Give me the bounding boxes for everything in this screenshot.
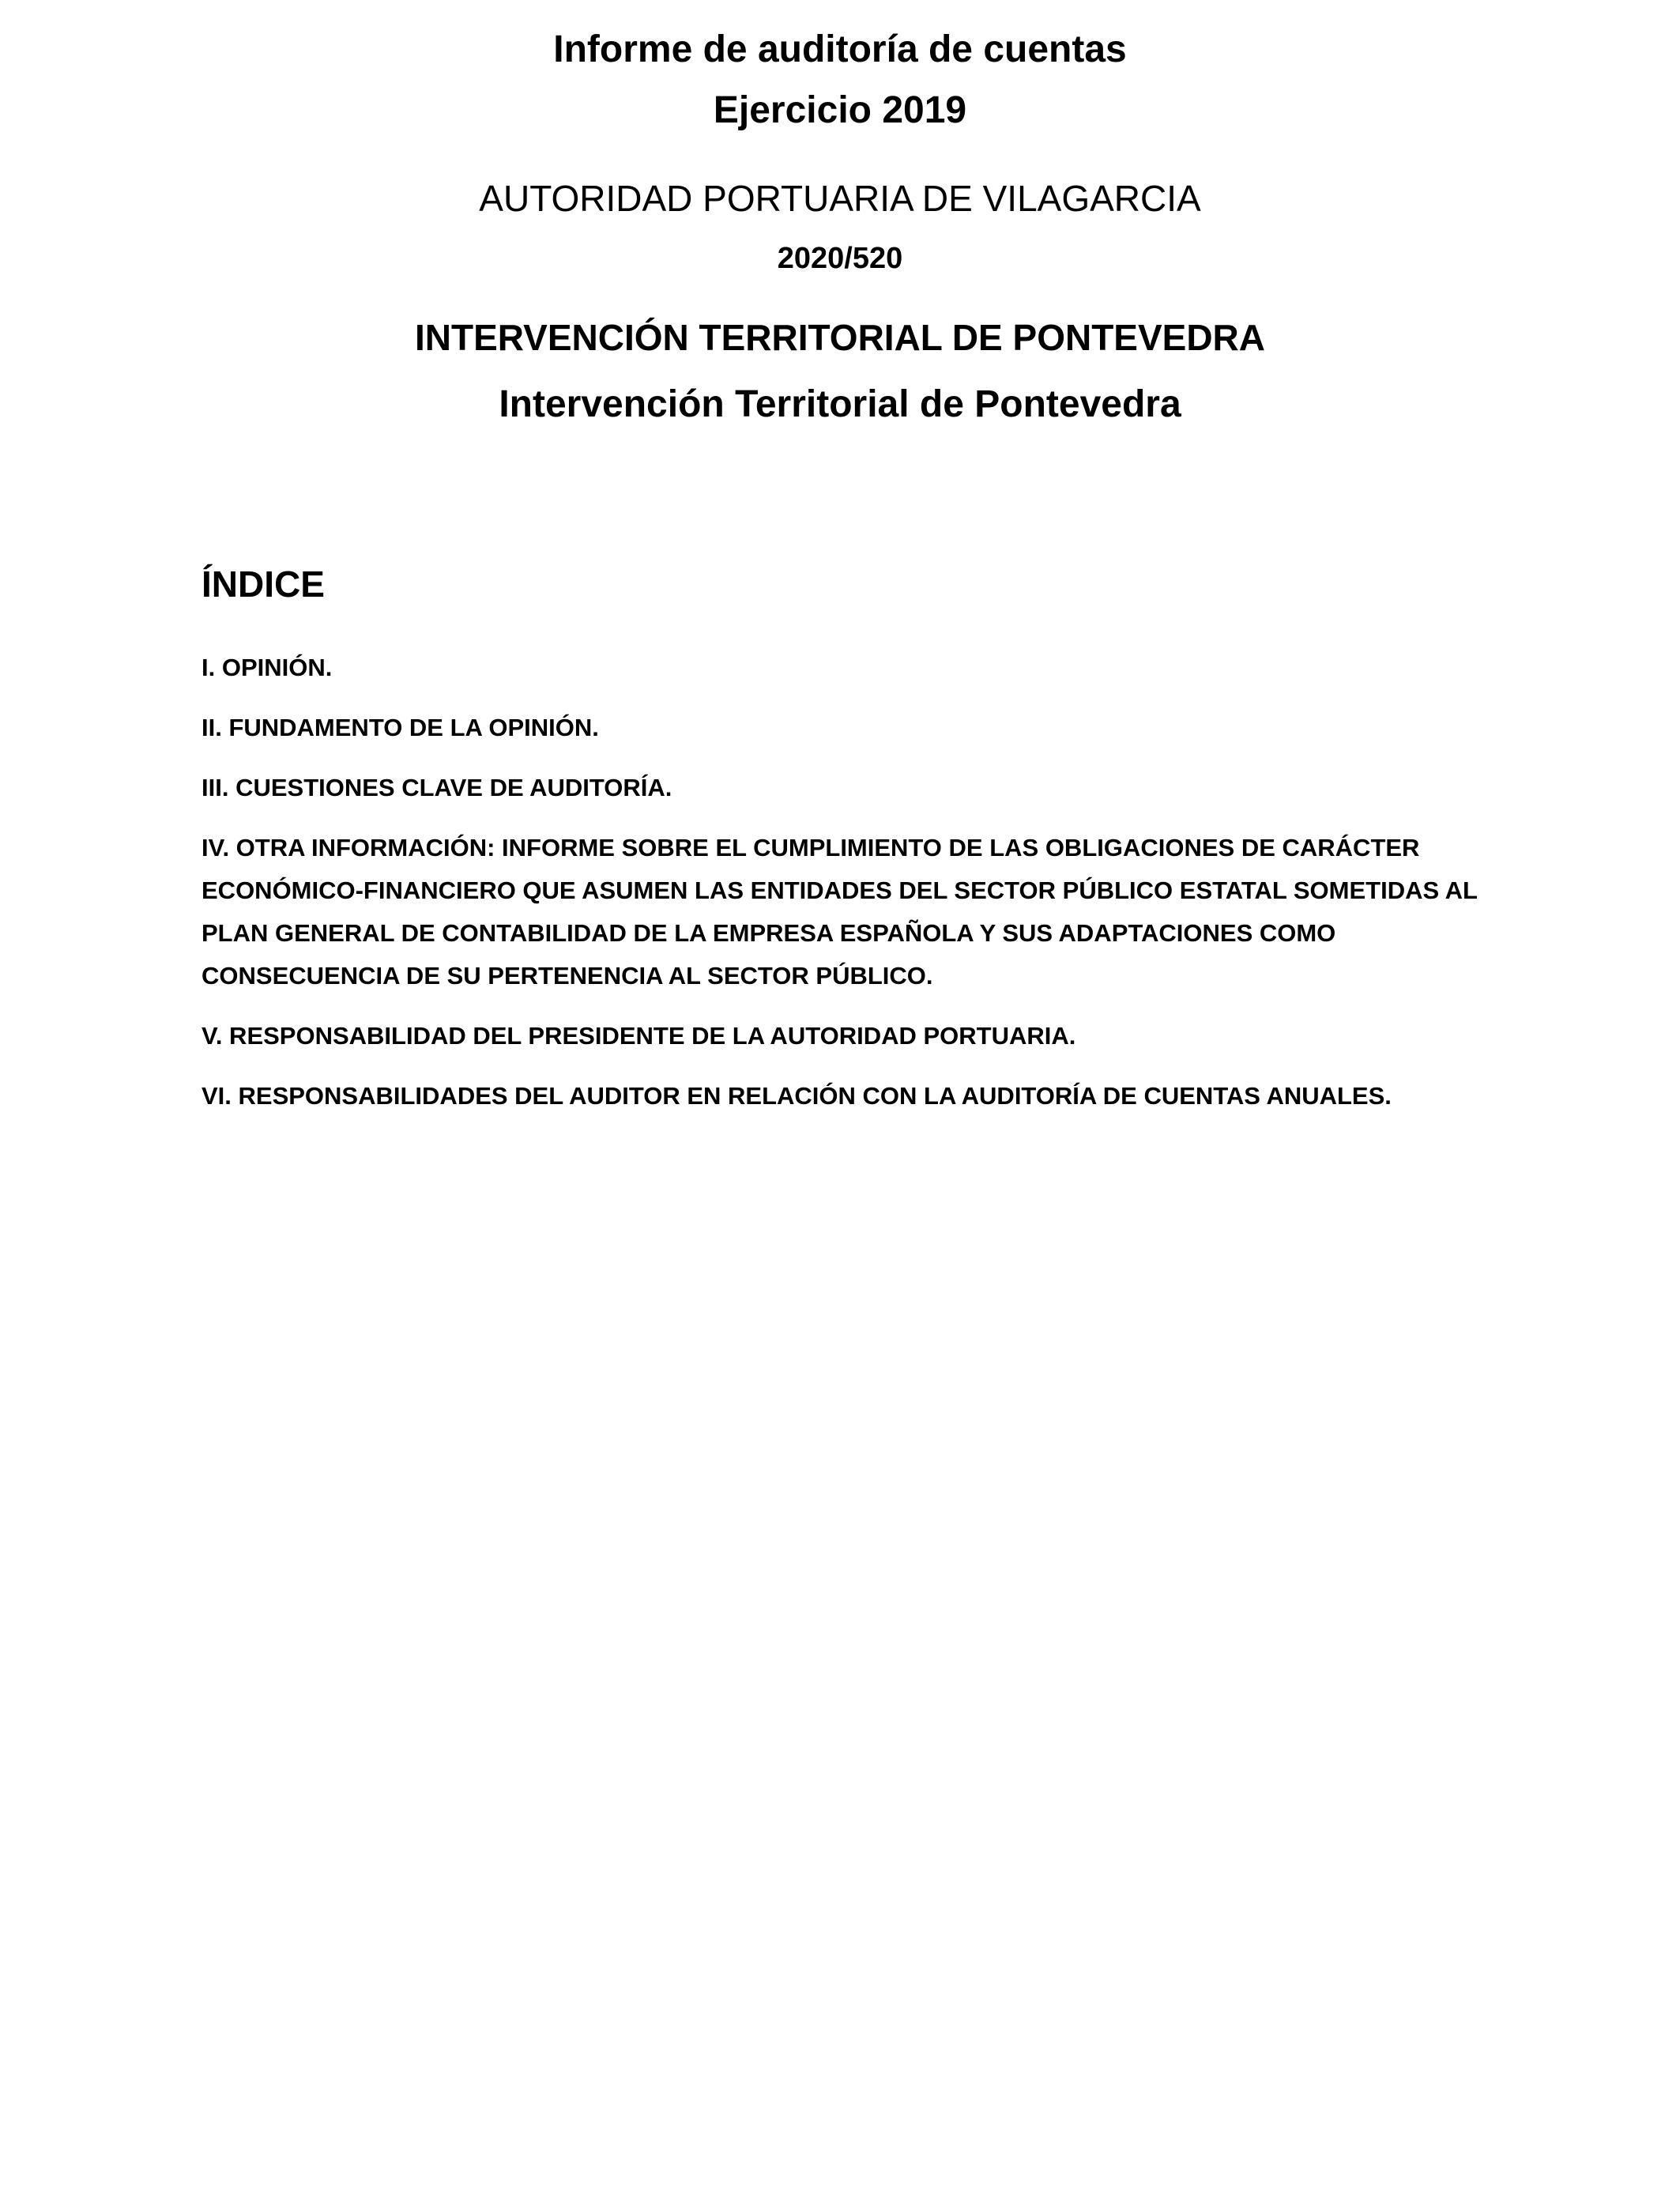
fiscal-year: Ejercicio 2019 xyxy=(713,89,967,131)
toc-item-other-information: IV. OTRA INFORMACIÓN: INFORME SOBRE EL CUMPLIMIENTO DE LAS OBLIGACIONES DE CARÁCTER ECONÓMICO-FINANCIERO QUE ASUMEN LAS ENTIDADES DEL SECTOR PÚBLICO ESTATAL SOMETIDAS AL PLAN GENERAL DE CONTABILIDAD DE LA EMPRESA ESPAÑOLA Y SUS ADAPTACIONES COMO CONSECUENCIA DE SU PERTENENCIA AL SECTOR PÚBLICO. xyxy=(202,834,1478,990)
intervention-office: Intervención Territorial de Pontevedra xyxy=(499,383,1181,425)
intervention-office-uppercase: INTERVENCIÓN TERRITORIAL DE PONTEVEDRA xyxy=(414,317,1265,358)
toc-item-basis-for-opinion: II. FUNDAMENTO DE LA OPINIÓN. xyxy=(202,714,599,741)
report-title: Informe de auditoría de cuentas xyxy=(553,28,1127,70)
toc-item-key-audit-matters: III. CUESTIONES CLAVE DE AUDITORÍA. xyxy=(202,774,672,801)
report-number: 2020/520 xyxy=(777,242,903,275)
toc-item-president-responsibility: V. RESPONSABILIDAD DEL PRESIDENTE DE LA AUTORIDAD PORTUARIA. xyxy=(202,1022,1076,1050)
toc-item-auditor-responsibilities: VI. RESPONSABILIDADES DEL AUDITOR EN RELACIÓN CON LA AUDITORÍA DE CUENTAS ANUALES. xyxy=(202,1082,1392,1110)
toc-item-opinion: I. OPINIÓN. xyxy=(202,654,333,681)
table-of-contents xyxy=(202,647,1513,1135)
index-title: ÍNDICE xyxy=(202,564,325,605)
entity-name: AUTORIDAD PORTUARIA DE VILAGARCIA xyxy=(479,178,1201,219)
